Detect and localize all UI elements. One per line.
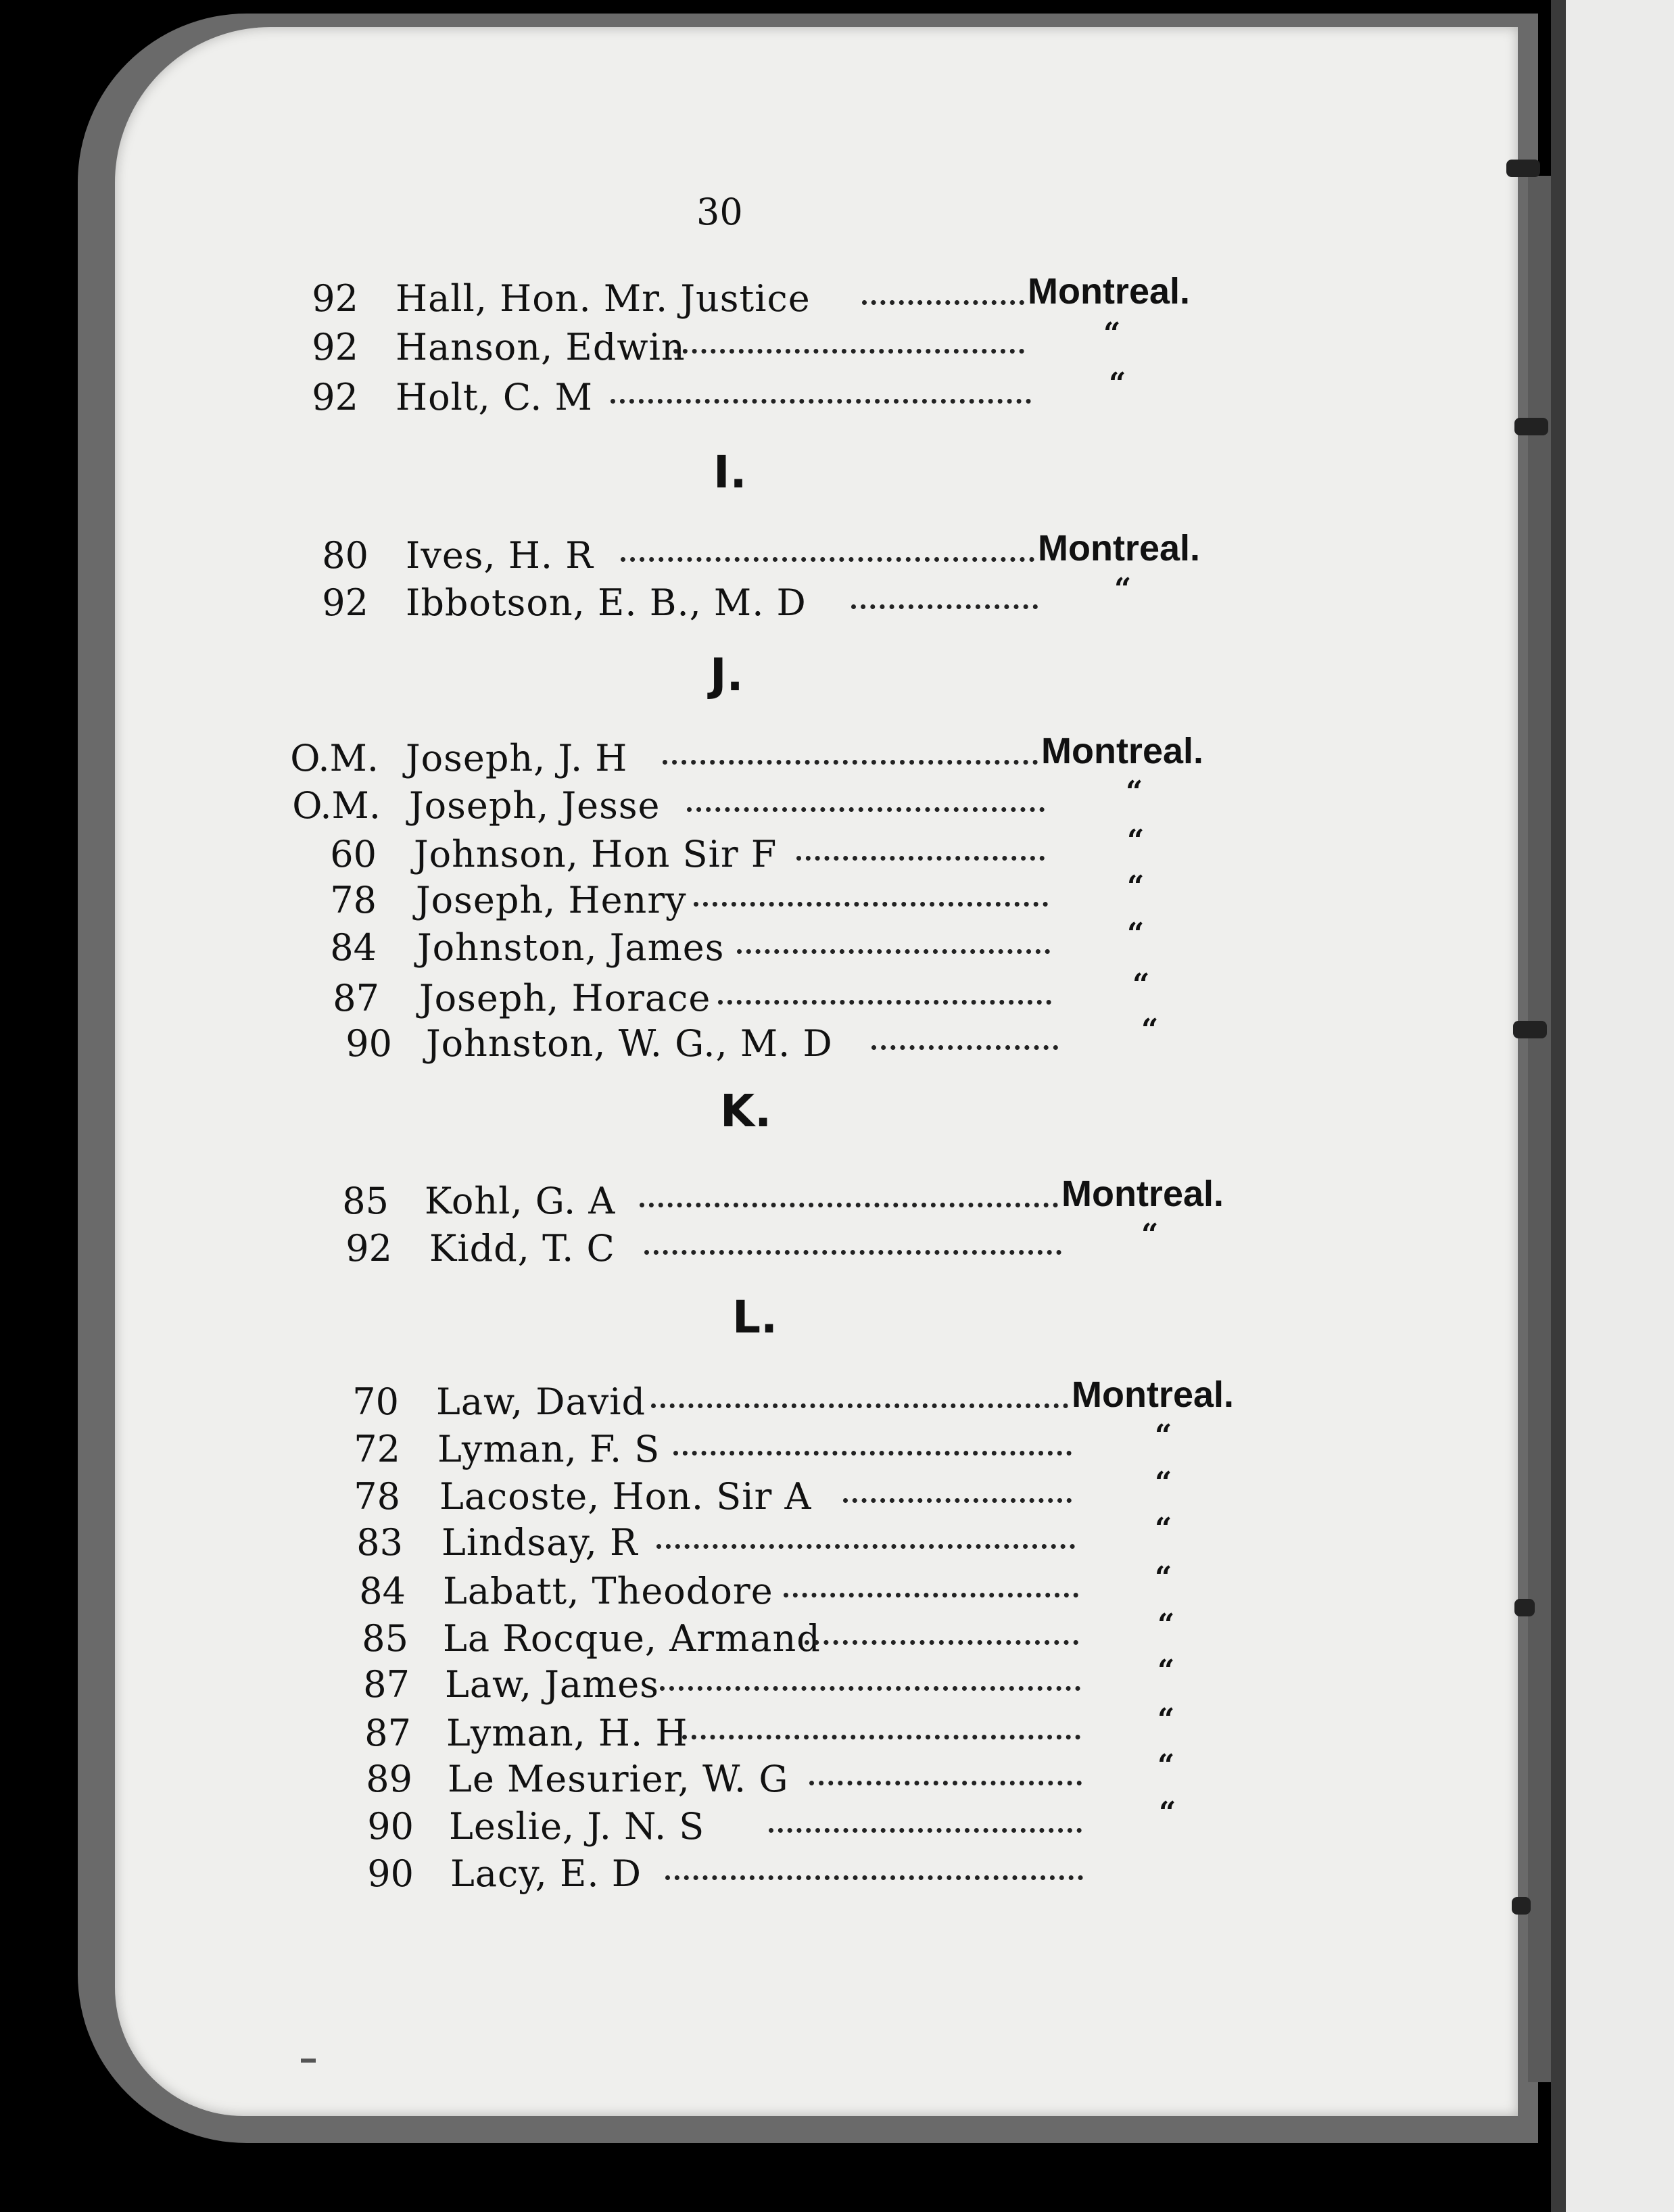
ditto-mark: “: [1155, 1466, 1172, 1500]
entry-year: 90: [367, 1805, 414, 1848]
ditto-mark: “: [1157, 1748, 1175, 1783]
binding-staple: [1513, 1021, 1547, 1038]
member-entry: [0, 1654, 1487, 1710]
dot-leader: [809, 1775, 1082, 1785]
member-entry: [0, 869, 1487, 926]
member-entry: [0, 528, 1487, 581]
entry-location: Montreal.: [1061, 1174, 1224, 1214]
margin-mark: [301, 2059, 316, 2063]
ditto-mark: “: [1127, 823, 1145, 858]
entry-year: O.M.: [292, 784, 381, 827]
binding-staple: [1512, 1897, 1531, 1915]
entry-name: Joseph, Horace: [419, 977, 711, 1019]
ditto-mark: “: [1155, 1560, 1172, 1595]
page-number: 30: [696, 191, 743, 233]
member-entry: [0, 1418, 1487, 1475]
entry-name: Law, James: [445, 1663, 659, 1706]
dot-leader: [694, 896, 1048, 907]
ditto-mark: “: [1159, 1796, 1176, 1830]
binding-staple: [1506, 160, 1540, 177]
adjacent-page: [1551, 0, 1674, 2212]
ditto-mark: “: [1141, 1013, 1159, 1047]
member-entry: [0, 1218, 1487, 1274]
member-entry: [0, 1013, 1487, 1069]
ditto-mark: “: [1127, 917, 1145, 951]
entry-year: 90: [367, 1852, 414, 1895]
member-entry: [0, 1852, 1487, 1900]
entry-name: Hanson, Edwin: [396, 326, 686, 368]
dot-leader: [718, 994, 1051, 1005]
binding-spine: [1528, 176, 1551, 2082]
dot-leader: [673, 1445, 1072, 1456]
entry-year: 92: [322, 581, 368, 624]
ditto-mark: “: [1103, 316, 1121, 351]
entry-year: 78: [330, 879, 377, 921]
dot-leader: [651, 1398, 1068, 1408]
dot-leader: [644, 1245, 1061, 1255]
entry-year: 83: [356, 1521, 403, 1564]
ditto-mark: “: [1109, 366, 1126, 401]
entry-year: 84: [359, 1570, 406, 1612]
dot-leader: [737, 944, 1050, 954]
member-entry: [0, 1512, 1487, 1568]
dot-leader: [673, 343, 1024, 354]
entry-name: Le Mesurier, W. G: [448, 1758, 789, 1800]
entry-year: 87: [333, 977, 379, 1019]
ditto-mark: “: [1155, 1418, 1172, 1453]
entry-year: 70: [352, 1380, 399, 1423]
member-entry: [0, 1748, 1487, 1805]
ditto-mark: “: [1127, 869, 1145, 904]
member-entry: [0, 1466, 1487, 1522]
ditto-mark: “: [1155, 1512, 1172, 1546]
entry-location: Montreal.: [1072, 1374, 1235, 1415]
member-entry: [0, 572, 1487, 629]
entry-year: 92: [312, 277, 358, 320]
entry-name: Lyman, H. H: [446, 1712, 688, 1754]
ditto-mark: “: [1157, 1654, 1175, 1688]
entry-name: La Rocque, Armand: [443, 1617, 821, 1660]
ditto-mark: “: [1114, 572, 1132, 606]
member-entry: [0, 1796, 1487, 1852]
dot-leader: [843, 1493, 1072, 1503]
ditto-mark: “: [1126, 775, 1143, 809]
entry-year: O.M.: [290, 737, 379, 779]
entry-year: 80: [322, 534, 368, 577]
entry-name: Hall, Hon. Mr. Justice: [396, 277, 811, 320]
entry-location: Montreal.: [1041, 731, 1204, 771]
section-letter-heading: J.: [710, 649, 744, 701]
dot-leader: [851, 599, 1038, 609]
member-entry: [0, 917, 1487, 973]
entry-name: Joseph, J. H: [406, 737, 628, 779]
entry-year: 85: [342, 1180, 389, 1222]
entry-name: Lindsay, R: [441, 1521, 638, 1564]
dot-leader: [656, 1539, 1075, 1549]
member-entry: [0, 731, 1487, 784]
ditto-mark: “: [1141, 1218, 1159, 1252]
binding-staple: [1514, 1599, 1535, 1616]
entry-name: Holt, C. M: [396, 376, 593, 418]
ditto-mark: “: [1157, 1608, 1175, 1642]
entry-year: 92: [312, 376, 358, 418]
adjacent-page-gutter: [1551, 0, 1566, 2212]
entry-name: Lyman, F. S: [437, 1428, 661, 1470]
entry-year: 87: [364, 1712, 411, 1754]
member-entry: [0, 1560, 1487, 1617]
entry-name: Lacy, E. D: [450, 1852, 642, 1895]
entry-year: 84: [330, 926, 377, 969]
dot-leader: [784, 1587, 1078, 1597]
entry-location: Montreal.: [1028, 271, 1191, 312]
dot-leader: [871, 1040, 1058, 1050]
member-entry: [0, 1702, 1487, 1759]
dot-leader: [682, 1729, 1080, 1739]
dot-leader: [660, 1681, 1080, 1691]
entry-location: Montreal.: [1038, 528, 1201, 569]
ditto-mark: “: [1157, 1702, 1175, 1737]
entry-name: Johnston, W. G., M. D: [426, 1022, 833, 1065]
entry-name: Leslie, J. N. S: [449, 1805, 705, 1848]
section-letter-heading: K.: [720, 1085, 772, 1137]
member-entry: [0, 1174, 1487, 1227]
entry-name: Labatt, Theodore: [443, 1570, 773, 1612]
entry-name: Kohl, G. A: [425, 1180, 616, 1222]
member-entry: [0, 1374, 1487, 1428]
entry-name: Kidd, T. C: [429, 1227, 615, 1270]
dot-leader: [769, 1823, 1082, 1833]
member-entry: [0, 775, 1487, 832]
entry-name: Joseph, Henry: [416, 879, 687, 921]
entry-year: 72: [354, 1428, 400, 1470]
entry-name: Johnson, Hon Sir F: [414, 833, 778, 875]
entry-year: 90: [345, 1022, 392, 1065]
entry-year: 85: [362, 1617, 408, 1660]
dot-leader: [665, 1870, 1083, 1880]
member-entry: [0, 1608, 1487, 1664]
dot-leader: [621, 552, 1034, 562]
dot-leader: [687, 802, 1045, 812]
member-entry: [0, 271, 1487, 324]
entry-year: 92: [312, 326, 358, 368]
member-entry: [0, 366, 1487, 423]
section-letter-heading: L.: [732, 1291, 778, 1343]
entry-name: Lacoste, Hon. Sir A: [439, 1475, 812, 1518]
dot-leader: [611, 393, 1031, 404]
dot-leader: [663, 754, 1038, 765]
entry-year: 60: [330, 833, 377, 875]
member-entry: [0, 316, 1487, 373]
entry-year: 89: [366, 1758, 412, 1800]
entry-name: Ives, H. R: [406, 534, 594, 577]
entry-year: 87: [363, 1663, 410, 1706]
dot-leader: [805, 1635, 1078, 1645]
entry-name: Johnston, James: [417, 926, 725, 969]
entry-name: Joseph, Jesse: [409, 784, 661, 827]
entry-year: 78: [354, 1475, 400, 1518]
ditto-mark: “: [1132, 967, 1150, 1002]
entry-name: Law, David: [436, 1380, 646, 1423]
member-entry: [0, 967, 1487, 1024]
entry-name: Ibbotson, E. B., M. D: [406, 581, 807, 624]
binding-staple: [1514, 418, 1548, 435]
dot-leader: [640, 1197, 1058, 1207]
member-entry: [0, 823, 1487, 880]
entry-year: 92: [345, 1227, 392, 1270]
dot-leader: [796, 850, 1045, 861]
section-letter-heading: I.: [713, 446, 747, 498]
dot-leader: [862, 295, 1024, 305]
